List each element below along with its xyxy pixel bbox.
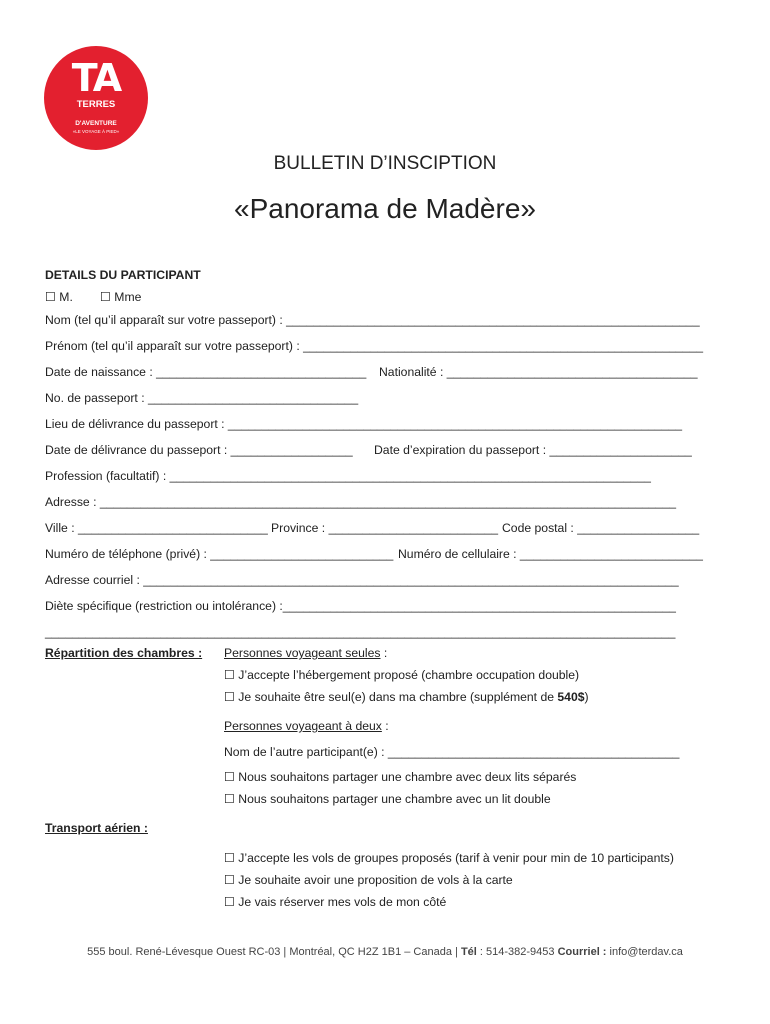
footer-tel: : 514-382-9453: [476, 946, 558, 958]
passeport-field[interactable]: No. de passeport : _______________________________: [45, 391, 359, 405]
logo-line-1: TERRES: [76, 99, 116, 110]
duo-option-twin[interactable]: ☐ Nous souhaitons partager une chambre avec deux lits séparés: [224, 770, 577, 784]
nom-field[interactable]: Nom (tel qu’il apparaît sur votre passeport) : _____________________________________________________________: [45, 313, 700, 327]
footer-email-label: Courriel :: [557, 946, 607, 958]
logo-line-2: D'AVENTURE: [75, 120, 117, 127]
ville-field[interactable]: Ville : ____________________________: [45, 521, 268, 535]
participant-section-title: DETAILS DU PARTICIPANT: [45, 268, 201, 282]
solo-option-double[interactable]: ☐ J’accepte l’hébergement proposé (chambre occupation double): [224, 668, 580, 682]
solo-heading-text: Personnes voyageant seules: [224, 646, 381, 660]
courriel-field[interactable]: Adresse courriel : _______________________________________________________________________________: [45, 573, 679, 587]
diete-field[interactable]: Diète spécifique (restriction ou intolérance) :__________________________________________________________: [45, 599, 676, 613]
rooms-label: Répartition des chambres :: [45, 646, 203, 660]
nationalite-field[interactable]: Nationalité : _____________________________________: [379, 365, 698, 379]
logo-mark: TA: [71, 56, 121, 100]
adresse-field[interactable]: Adresse : _____________________________________________________________________________________: [45, 495, 677, 509]
footer-email[interactable]: info@terdav.ca: [606, 946, 683, 958]
civility-m-checkbox[interactable]: ☐ M.: [45, 290, 73, 304]
autre-participant-field[interactable]: Nom de l’autre participant(e) : ___________________________________________: [224, 745, 680, 759]
transport-option-self[interactable]: ☐ Je vais réserver mes vols de mon côté: [224, 895, 447, 909]
solo-option-single[interactable]: [224, 690, 589, 704]
duo-heading-text: Personnes voyageant à deux: [224, 719, 382, 733]
terres-daventure-logo: [44, 46, 148, 150]
footer-address: 555 boul. René-Lévesque Ouest RC-03 | Montréal, QC H2Z 1B1 – Canada |: [87, 946, 461, 958]
document-subtitle: «Panorama de Madère»: [234, 193, 536, 224]
transport-label: Transport aérien :: [45, 821, 148, 835]
code-postal-field[interactable]: Code postal : __________________: [502, 521, 700, 535]
footer-tel-label: Tél: [460, 946, 477, 958]
civility-mme-checkbox[interactable]: ☐ Mme: [100, 290, 142, 304]
date-naissance-field[interactable]: Date de naissance : _______________________________: [45, 365, 367, 379]
cellulaire-field[interactable]: Numéro de cellulaire : ___________________________: [398, 547, 703, 561]
solo-option-single-text: ☐ Je souhaite être seul(e) dans ma chambre (supplément de: [224, 690, 558, 704]
duo-option-double[interactable]: ☐ Nous souhaitons partager une chambre avec un lit double: [224, 792, 551, 806]
telephone-prive-field[interactable]: Numéro de téléphone (privé) : ___________________________: [45, 547, 394, 561]
supplement-amount: 540$: [557, 690, 585, 704]
transport-option-carte[interactable]: ☐ Je souhaite avoir une proposition de vols à la carte: [224, 873, 513, 887]
document-title: BULLETIN D’INSCIPTION: [273, 153, 497, 174]
transport-option-group[interactable]: ☐ J’accepte les vols de groupes proposés (tarif à venir pour min de 10 participants): [224, 851, 674, 865]
diete-extra-line[interactable]: _____________________________________________________________________________________________: [45, 625, 676, 639]
duo-heading: [224, 719, 389, 733]
footer: [0, 946, 770, 958]
province-field[interactable]: Province : _________________________: [271, 521, 499, 535]
solo-heading: [224, 646, 387, 660]
solo-option-single-end: ): [584, 690, 589, 704]
date-expiration-field[interactable]: Date d’expiration du passeport : _____________________: [374, 443, 692, 457]
prenom-field[interactable]: Prénom (tel qu’il apparaît sur votre passeport) : ___________________________________________________________: [45, 339, 703, 353]
solo-heading-colon: :: [380, 646, 388, 660]
logo-line-3: «LE VOYAGE À PIED»: [72, 129, 120, 134]
lieu-delivrance-field[interactable]: Lieu de délivrance du passeport : ___________________________________________________________________: [45, 417, 683, 431]
date-delivrance-field[interactable]: Date de délivrance du passeport : __________________: [45, 443, 353, 457]
duo-heading-colon: :: [381, 719, 389, 733]
profession-field[interactable]: Profession (facultatif) : _______________________________________________________________________: [45, 469, 651, 483]
